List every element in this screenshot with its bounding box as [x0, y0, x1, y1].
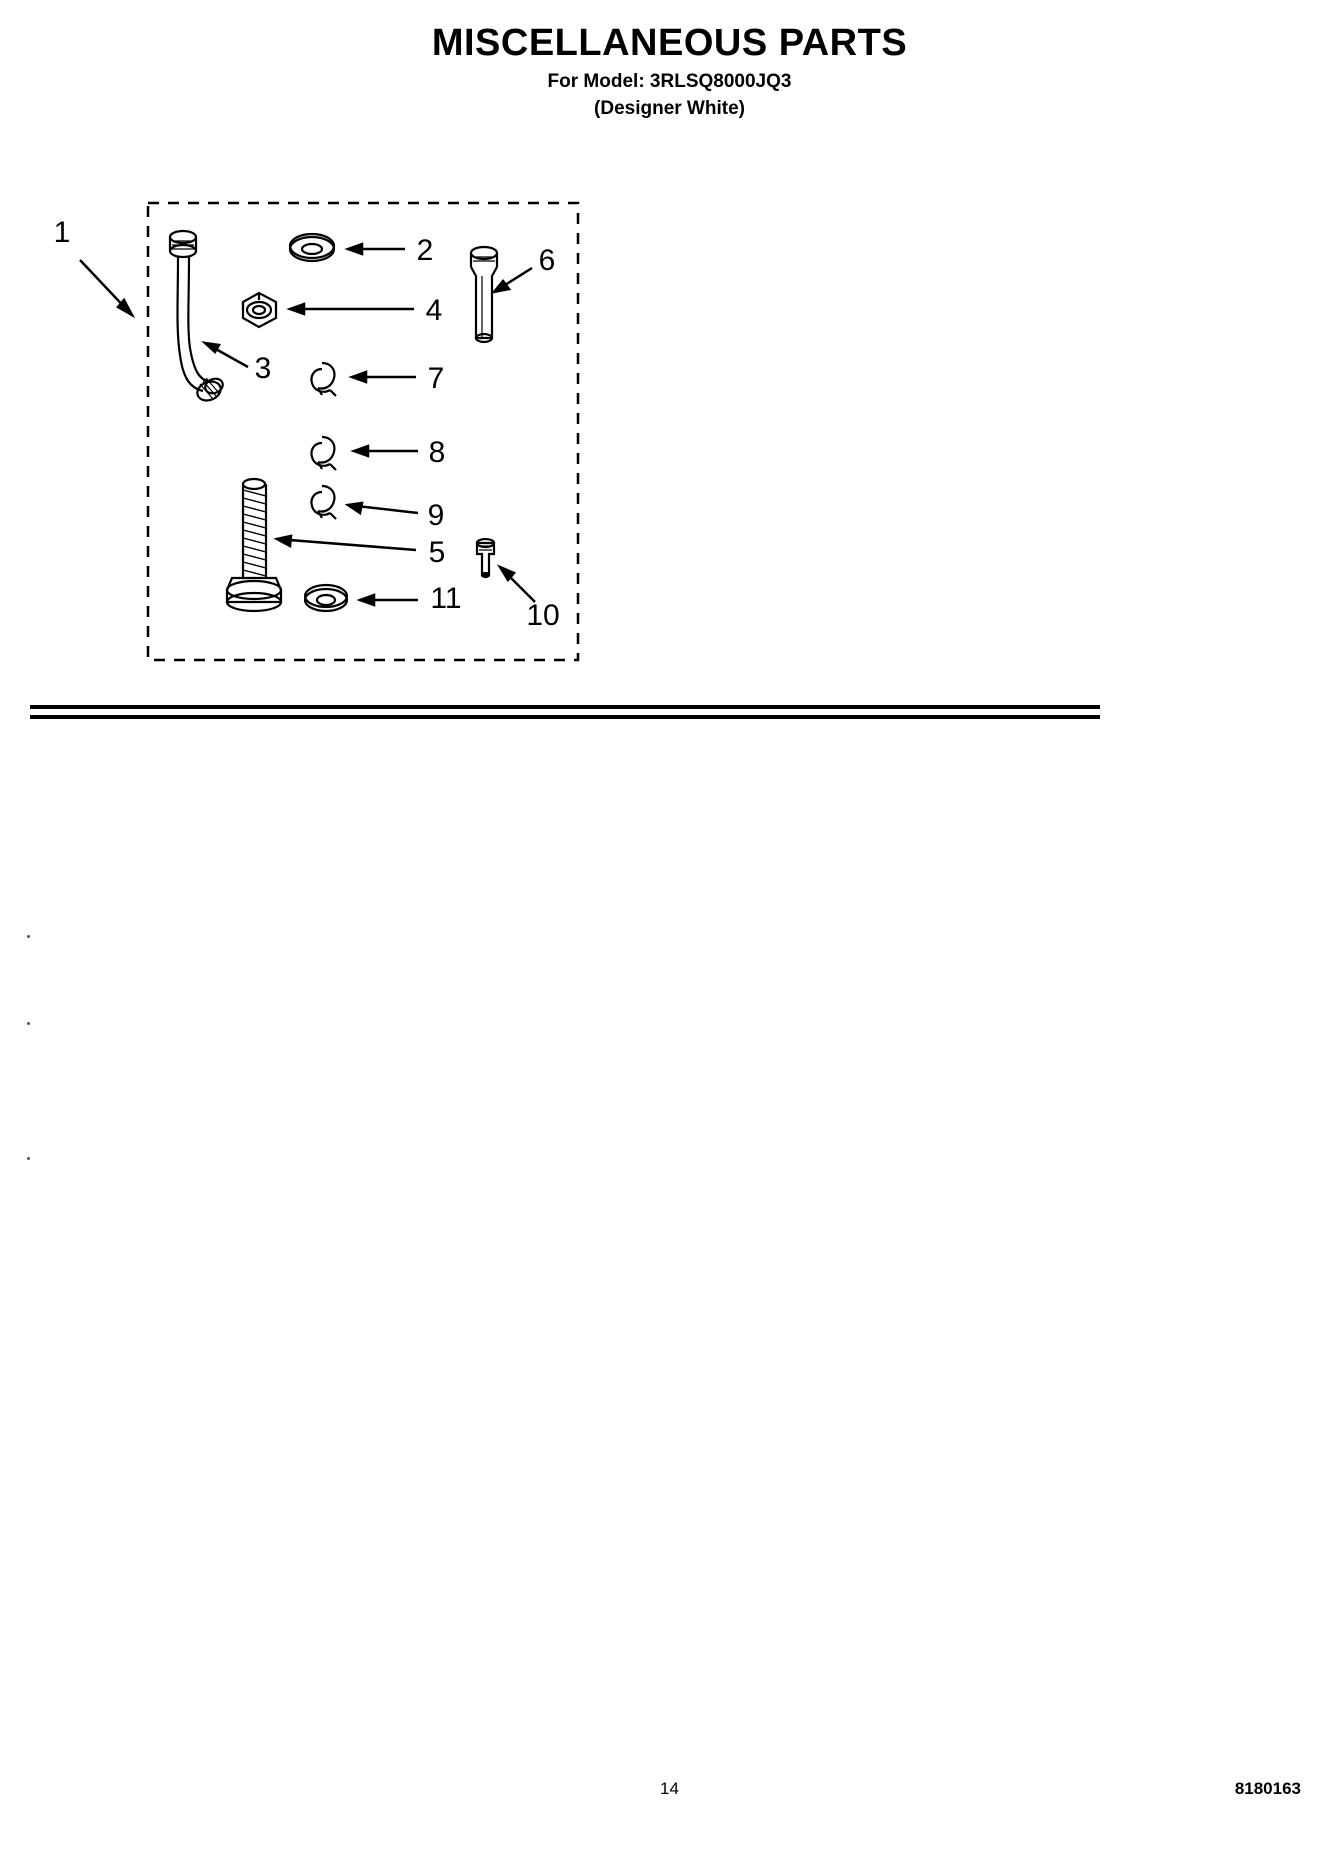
callout-8: 8 [428, 436, 446, 469]
callout-1: 1 [53, 216, 71, 249]
color-line: (Designer White) [594, 98, 745, 119]
page-mark-2 [27, 1022, 30, 1025]
divider-rule-top [30, 705, 1100, 709]
page-mark-1 [27, 935, 30, 938]
parts-diagram [0, 150, 1339, 710]
section-divider [30, 705, 1100, 719]
callout-10: 10 [526, 599, 560, 632]
callout-3: 3 [254, 352, 272, 385]
callout-4: 4 [425, 294, 443, 327]
page-title: MISCELLANEOUS PARTS [431, 22, 908, 64]
callout-9: 9 [427, 499, 445, 532]
callout-2: 2 [416, 234, 434, 267]
callout-11: 11 [430, 582, 462, 615]
callout-6: 6 [538, 244, 556, 277]
page-mark-3 [27, 1157, 30, 1160]
model-line: For Model: 3RLSQ8000JQ3 [547, 71, 792, 92]
divider-rule-bottom [30, 715, 1100, 719]
page-number: 14 [660, 1779, 679, 1798]
callout-5: 5 [428, 536, 446, 569]
document-number: 8180163 [1234, 1779, 1301, 1798]
callout-7: 7 [427, 362, 445, 395]
diagram-boundary [148, 203, 578, 660]
